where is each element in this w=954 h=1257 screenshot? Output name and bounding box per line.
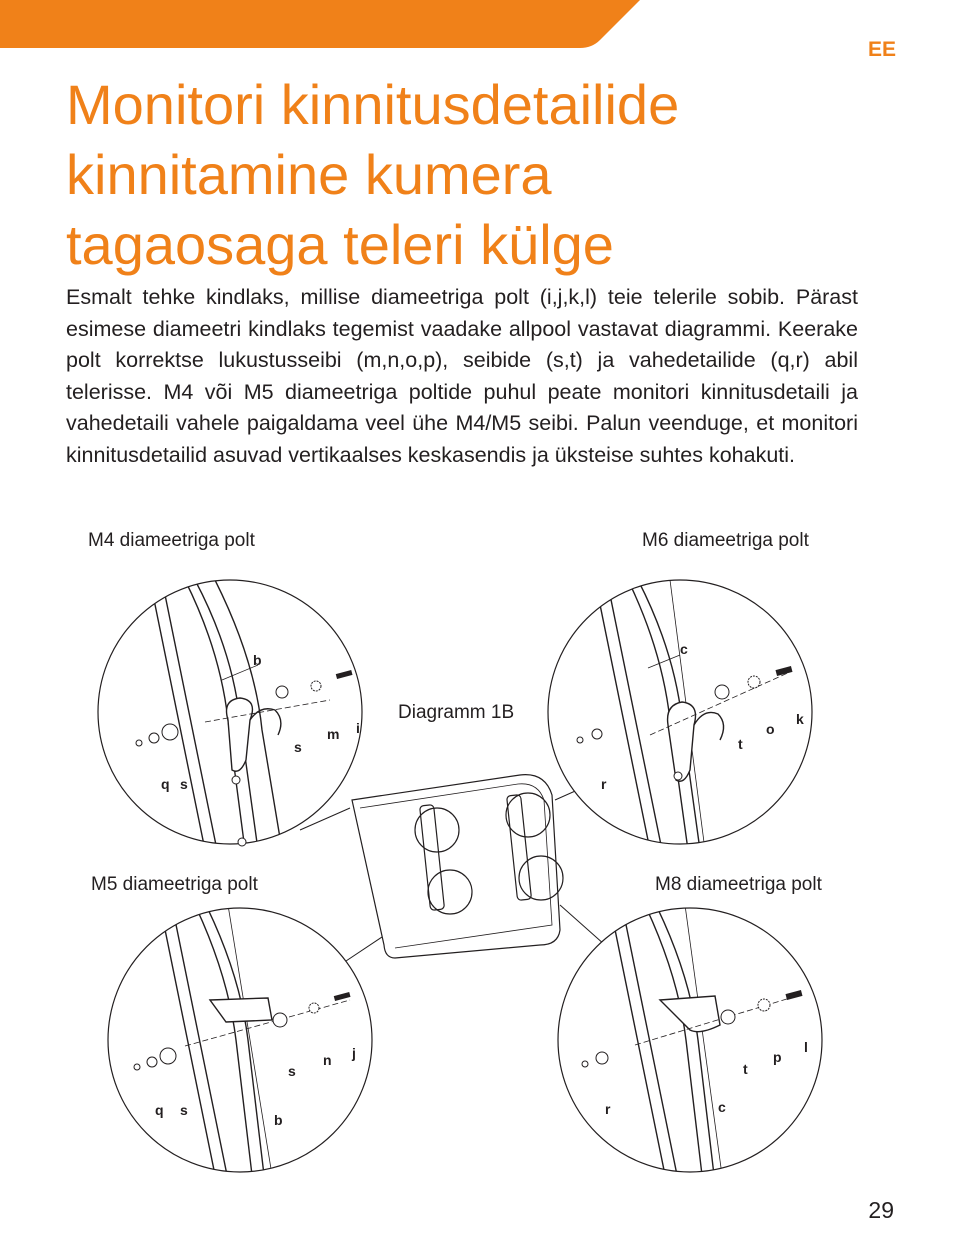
part-n-bl: n bbox=[323, 1052, 332, 1068]
part-o-tr: o bbox=[766, 721, 775, 737]
part-m-tl: m bbox=[327, 726, 340, 742]
mounting-diagram bbox=[0, 560, 954, 1180]
title-line-1: Monitori kinnitusdetailide bbox=[66, 73, 680, 136]
title-line-3: tagaosaga teleri külge bbox=[66, 213, 614, 276]
part-s-bl: s bbox=[288, 1063, 296, 1079]
part-k-tr: k bbox=[796, 711, 804, 727]
part-c-tr: c bbox=[680, 641, 688, 657]
part-s2-tl: s bbox=[180, 776, 188, 792]
page-title bbox=[66, 70, 866, 280]
diagram-1b-label: Diagramm 1B bbox=[398, 702, 515, 723]
language-code: EE bbox=[867, 38, 896, 61]
part-s-tl: s bbox=[294, 739, 302, 755]
detail-circle-m5 bbox=[108, 905, 372, 1175]
part-c-br: c bbox=[718, 1099, 726, 1115]
part-p-br: p bbox=[773, 1049, 782, 1065]
part-t-br: t bbox=[743, 1061, 748, 1077]
part-l-br: l bbox=[804, 1039, 808, 1055]
part-r-tr: r bbox=[601, 776, 607, 792]
page-number: 29 bbox=[868, 1197, 894, 1223]
tv-back-panel bbox=[352, 775, 563, 958]
part-q-tl: q bbox=[161, 776, 170, 792]
part-i-tl: i bbox=[356, 720, 360, 736]
m6-label: M6 diameetriga polt bbox=[642, 530, 809, 551]
detail-circle-m8 bbox=[558, 905, 822, 1175]
detail-circle-m6 bbox=[548, 580, 812, 850]
header-accent-bar bbox=[0, 0, 640, 48]
part-t-tr: t bbox=[738, 736, 743, 752]
part-s2-bl: s bbox=[180, 1102, 188, 1118]
instructions-paragraph: Esmalt tehke kindlaks, millise diameetriga polt (i,j,k,l) teie telerile sobib. Pärast esimese diameetri kindlaks tegemist vaadake allpool vastavat diagrammi. Keerake polt korrektse lukustusseibi (m,n,o,p), seibide (s,t) ja vahedetailide (q,r) abil telerisse. M4 või M5 diameetriga poltide puhul peate monitori kinnitusdetaili ja vahedetaili vahele paigaldama veel ühe M4/M5 seibi. Palun veenduge, et monitori kinnitusdetailid asuvad vertikaalses keskasendis ja üksteise suhtes kohakuti. bbox=[66, 285, 858, 467]
m4-label: M4 diameetriga polt bbox=[88, 530, 255, 551]
m8-label: M8 diameetriga polt bbox=[655, 874, 822, 895]
m5-label: M5 diameetriga polt bbox=[91, 874, 258, 895]
part-q-bl: q bbox=[155, 1102, 164, 1118]
title-line-2: kinnitamine kumera bbox=[66, 143, 552, 206]
part-b-bl: b bbox=[274, 1112, 283, 1128]
part-r-br: r bbox=[605, 1101, 611, 1117]
detail-circle-m4 bbox=[98, 580, 362, 850]
part-j-bl: j bbox=[352, 1045, 356, 1061]
part-b-tl: b bbox=[253, 652, 262, 668]
